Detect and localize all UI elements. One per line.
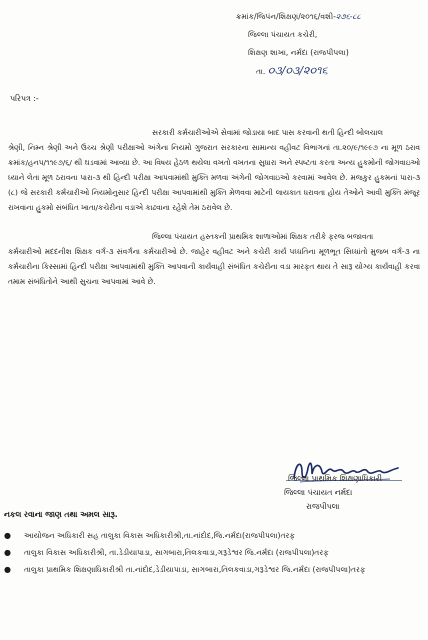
bullet-icon: ● (4, 531, 11, 540)
bullet-icon: ● (4, 565, 11, 574)
reference-label: ક્રમાંક/જિપંન/શિક્ષણ/૨૦૧૬/વશી- (236, 12, 336, 21)
reference-number (236, 8, 424, 26)
paragraph-1-body: શ્રેણી, નિમ્ન શ્રેણી અને ઉચ્ચ શ્રેણી પરીક્ષાઓ અંગેના નિયમો ગુજરાત સરકારના સામાન્ય વહીવટ વિભાગનાં તા.૨૦/૯/૧૯૯૭ ના મૂળ ઠરાવ ક્રમાંક/હનપ/૧૧૯૭/૬/ થી ઘડવામાં આવ્યા છે. આ વિષય હેઠળ થયેલા વખતો વખતના સુધારા અને સ્પષ્ટતા કરતા અન્ય હુકમોની જોગવાઇઓ ધ્યાને લેતા મૂળ ઠરાવના પારા-૩ થી હિન્દી પરીક્ષા આપવામાંથી મુક્તિ મળવા અંગેની જોગવાઇઓ કરવામાં આવેલ છે. મજકુર હુકમનાં પારા-૩ (૮) જે સરકારી કર્મચારીઓ નિયમોનુસાર હિન્દી પરીક્ષા આપવામાંથી મુક્તિ મેળવવા માટેની લાયકાત ધરાવતા હોય તેઓને આવી મુક્તિ મંજૂર રાખવાના હુકમો સંબંધિત ખાતા/કચેરીના વડાએ કાઢવાના રહેશે તેમ ઠરાવેલ છે. (8, 143, 420, 212)
bullet-icon: ● (4, 548, 11, 557)
letter-date (236, 62, 424, 81)
signatory-title: જિલ્લા પ્રાથમિક શિક્ષણાધિકારી (288, 474, 382, 483)
circular-title: પરિપત્ર :- (10, 94, 39, 103)
list-item (4, 562, 424, 577)
copy-list (4, 528, 424, 579)
paragraph-1-first-line: સરકારી કર્મચારીઓએ સેવામાં જોડાયા બાદ પાસ કરવાની થતી હિન્દી બોલચાલ (152, 128, 383, 137)
reference-handwritten: ૨૭૬-૮૮ (335, 12, 361, 21)
date-label: તા. (256, 67, 266, 76)
copy-heading: નકલ રવાના જાણ તથા અમલ સારૂ. (4, 510, 118, 519)
letter-header (236, 8, 424, 81)
branch-name: શિક્ષણ શાખા, નર્મદા (રાજપીપલા) (248, 48, 349, 57)
paragraph-2-body: કર્મચારીઓ મદદનીશ શિક્ષક વર્ગ-૩ સંવર્ગના કર્મચારીઓ છે. જાહેર વહીવટ અને કચેરી કાર્ય પધ્ધતિના મૂળભૂત સિધ્ધાંતો મુજબ વર્ગ-૩ ના કર્મચારીના કિસ્સામાં હિન્દી પરીક્ષા આપવામાંથી મુક્તિ આપવાની કાર્યવાહી સંબંધિત કચેરીના વડા મારફત થાય તે સારૂ યોગ્ય કાર્યવાહી કરવા તમામ સંબંધિતોને આથી સુચના આપવામાં આવે છે. (8, 247, 421, 286)
list-item (4, 545, 424, 560)
signatory-office: જિલ્લા પંચાયત નર્મદા (284, 488, 353, 497)
list-item-text: તાલુકા પ્રાથમિક શિક્ષણાધિકારીશ્રી તા.નાંદોદ,ડેડીયાપાડા, સાગબારા,તિલકવાડા,ગરૂડેશ્વર જિ.નર્મદા (રાજપીપલા)તરફ (24, 565, 366, 574)
signatory-place: રાજપીપલા (306, 502, 340, 511)
office-name: જિલ્લા પંચાયત કચેરી, (248, 30, 318, 39)
list-item-text: આયોજન અધિકારી સહ તાલુકા વિકાસ અધિકારીશ્રી,તા.નાંદોદ,જિ.નર્મદા(રાજપીપલા)તરફ (24, 531, 295, 540)
list-item-text: તાલુકા વિકાસ અધિકારીશ્રી, તા.ડેડીયાપાડા, સાગબારા,તિલકવાડા,ગરૂડેશ્વર જિ.નર્મદા (રાજપીપલા)તરફ (24, 548, 329, 557)
paragraph-1 (8, 125, 420, 215)
paragraph-2-first-line: જિલ્લા પંચાયત હસ્તકની પ્રાથમિક શાળાઓમાં શિક્ષક તરીકે ફરજ બજાવતા (152, 232, 374, 241)
list-item (4, 528, 424, 543)
paragraph-2 (8, 229, 420, 289)
date-handwritten: ૦૩/૦૩/૨૦૧૬ (267, 64, 328, 77)
signatory-block (268, 472, 418, 514)
